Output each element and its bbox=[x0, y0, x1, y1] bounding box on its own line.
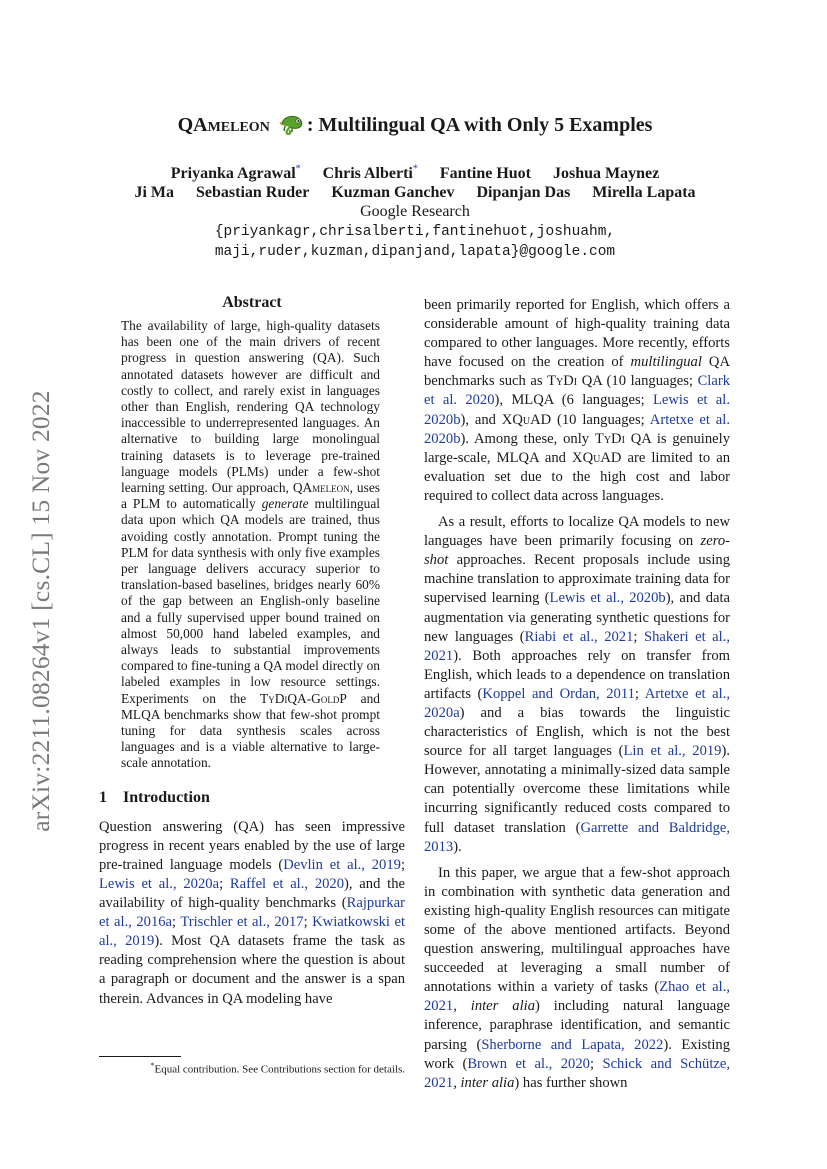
citation-link[interactable]: Rajpurkar et al., 2016a bbox=[99, 895, 405, 931]
citation-link[interactable]: Zhao et al., 2021 bbox=[424, 979, 730, 1015]
citation-link[interactable]: Lin et al., 2019 bbox=[623, 743, 722, 760]
author: Kuzman Ganchev bbox=[331, 184, 455, 201]
citation-link[interactable]: Koppel and Ordan, 2011 bbox=[482, 685, 635, 702]
author: Fantine Huot bbox=[439, 165, 531, 183]
author: Ji Ma bbox=[134, 184, 174, 201]
author: Chris Alberti* bbox=[322, 164, 418, 183]
citation-link[interactable]: Lewis et al. 2020b bbox=[424, 392, 730, 428]
chameleon-icon bbox=[279, 113, 305, 141]
abstract-heading: Abstract bbox=[222, 294, 282, 311]
citation-link[interactable]: Brown et al., 2020 bbox=[467, 1055, 590, 1072]
body-paragraph: As a result, efforts to localize QA models to new languages have been primarily focusing on zero-shot approaches. Recent proposals include using machine translation to approximate training data for supervised learning (Lewis et al., 2020b), and data augmentation via generating synthetic questions for new languages (Riabi et al., 2021; Shakeri et al., 2021). Both approaches rely on transfer from English, which leads to a dependence on translation artifacts (Koppel and Ordan, 2011; Artetxe et al., 2020a) and a bias towards the linguistic characteristics of English, which is not the best source for all target languages (Lin et al., 2019). However, annotating a minimally-sized data sample can potentially overcome these limitations while incurring significantly reduced costs compared to full dataset translation (Garrette and Baldridge, 2013). bbox=[424, 514, 730, 855]
footnote-divider bbox=[99, 1056, 181, 1057]
email-line: maji,ruder,kuzman,dipanjand,lapata}@google.com bbox=[214, 244, 616, 260]
affiliation: Google Research bbox=[360, 203, 470, 220]
citation-link[interactable]: Lewis et al., 2020b bbox=[549, 590, 666, 607]
arxiv-identifier: arXiv:2211.08264v1 [cs.CL] 15 Nov 2022 bbox=[26, 390, 55, 832]
email-line: {priyankagr,chrisalberti,fantinehuot,joshuahm, bbox=[214, 224, 616, 240]
author-list-line-1 bbox=[100, 164, 730, 183]
citation-link[interactable]: Devlin et al., 2019 bbox=[283, 856, 401, 873]
intro-paragraph: Question answering (QA) has seen impressive progress in recent years enabled by the use of large pre-trained language models (Devlin et al., 2019; Lewis et al., 2020a; Raffel et al., 2020), and the availability of high-quality benchmarks (Rajpurkar et al., 2016a; Trischler et al., 2017; Kwiatkowski et al., 2019). Most QA datasets frame the task as reading comprehension where the question is about a paragraph or document and the answer is a span therein. Advances in QA modeling have bbox=[99, 818, 406, 1007]
citation-link[interactable]: Artetxe et al. 2020b bbox=[424, 411, 730, 447]
abstract-text: The availability of large, high-quality datasets has been one of the main drivers of recent progress in question answering (QA). Such annotated datasets however are difficult and costly to collect, and rarely exist in languages other than English, rendering QA technology inaccessible to underrepresented languages. An alternative to building large monolingual training datasets is to leverage pre-trained language models (PLMs) under a few-shot learning setting. Our approach, QAmeleon, uses a PLM to automatically generate multilingual data upon which QA models are trained, thus avoiding costly annotation. Prompt tuning the PLM for data synthesis with only five examples per language delivers accuracy superior to translation-based baselines, bridges nearly 60% of the gap between an English-only baseline and a fully supervised upper bound trained on almost 50,000 hand labeled examples, and always leads to substantial improvements compared to fine-tuning a QA model directly on labeled examples in low resource settings. Experiments on the TyDiQA-GoldP and MLQA benchmarks show that few-shot prompt tuning for data synthesis scales across languages and is a viable alternative to large-scale annotation. bbox=[121, 318, 380, 771]
author: Joshua Maynez bbox=[553, 165, 660, 183]
author: Sebastian Ruder bbox=[196, 184, 310, 201]
citation-link[interactable]: Clark et al. 2020 bbox=[424, 373, 730, 409]
citation-link[interactable]: Sherborne and Lapata, 2022 bbox=[481, 1036, 664, 1053]
citation-link[interactable]: Garrette and Baldridge, 2013 bbox=[424, 819, 730, 855]
citation-link[interactable]: Shakeri et al., 2021 bbox=[424, 628, 730, 664]
body-paragraph: In this paper, we argue that a few-shot approach in combination with synthetic data generation and existing high-quality English resources can mitigate some of the above mentioned artifacts. Beyond question answering, multilingual approaches have succeeded at leveraging a small number of annotations within a variety of tasks (Zhao et al., 2021, inter alia) including natural language inference, paraphrase identification, and semantic parsing (Sherborne and Lapata, 2022). Existing work (Brown et al., 2020; Schick and Schütze, 2021, inter alia) has further shown bbox=[424, 864, 731, 1091]
right-column bbox=[424, 296, 730, 1093]
citation-link[interactable]: Lewis et al., 2020a bbox=[99, 875, 220, 892]
author: Dipanjan Das bbox=[476, 184, 571, 201]
author: Priyanka Agrawal* bbox=[170, 164, 301, 183]
citation-link[interactable]: Trischler et al., 2017 bbox=[180, 914, 304, 931]
citation-link[interactable]: Riabi et al., 2021 bbox=[524, 628, 634, 645]
footnote: *Equal contribution. See Contributions section for details. bbox=[150, 1061, 405, 1076]
author: Mirella Lapata bbox=[592, 184, 696, 201]
section-heading-introduction: 1 Introduction bbox=[99, 788, 210, 806]
citation-link[interactable]: Artetxe et al., 2020a bbox=[424, 685, 730, 721]
left-column bbox=[99, 294, 405, 1009]
author-list-line-2 bbox=[100, 184, 730, 202]
paper-title: QAmeleon : Multilingual QA with Only 5 Examples bbox=[100, 113, 730, 141]
citation-link[interactable]: Schick and Schütze, 2021 bbox=[424, 1055, 730, 1091]
citation-link[interactable]: Raffel et al., 2020 bbox=[229, 875, 345, 892]
body-paragraph: been primarily reported for English, which offers a considerable amount of high-quality training data compared to other languages. More recently, efforts have focused on the creation of multilingual QA benchmarks such as TyDi QA (10 languages; Clark et al. 2020), MLQA (6 languages; Lewis et al. 2020b), and XQuAD (10 languages; Artetxe et al. 2020b). Among these, only TyDi QA is genuinely large-scale, MLQA and XQuAD are limited to an evaluation set due to the high cost and labor required to collect data across languages. bbox=[424, 297, 730, 504]
citation-link[interactable]: Kwiatkowski et al., 2019 bbox=[99, 914, 406, 950]
